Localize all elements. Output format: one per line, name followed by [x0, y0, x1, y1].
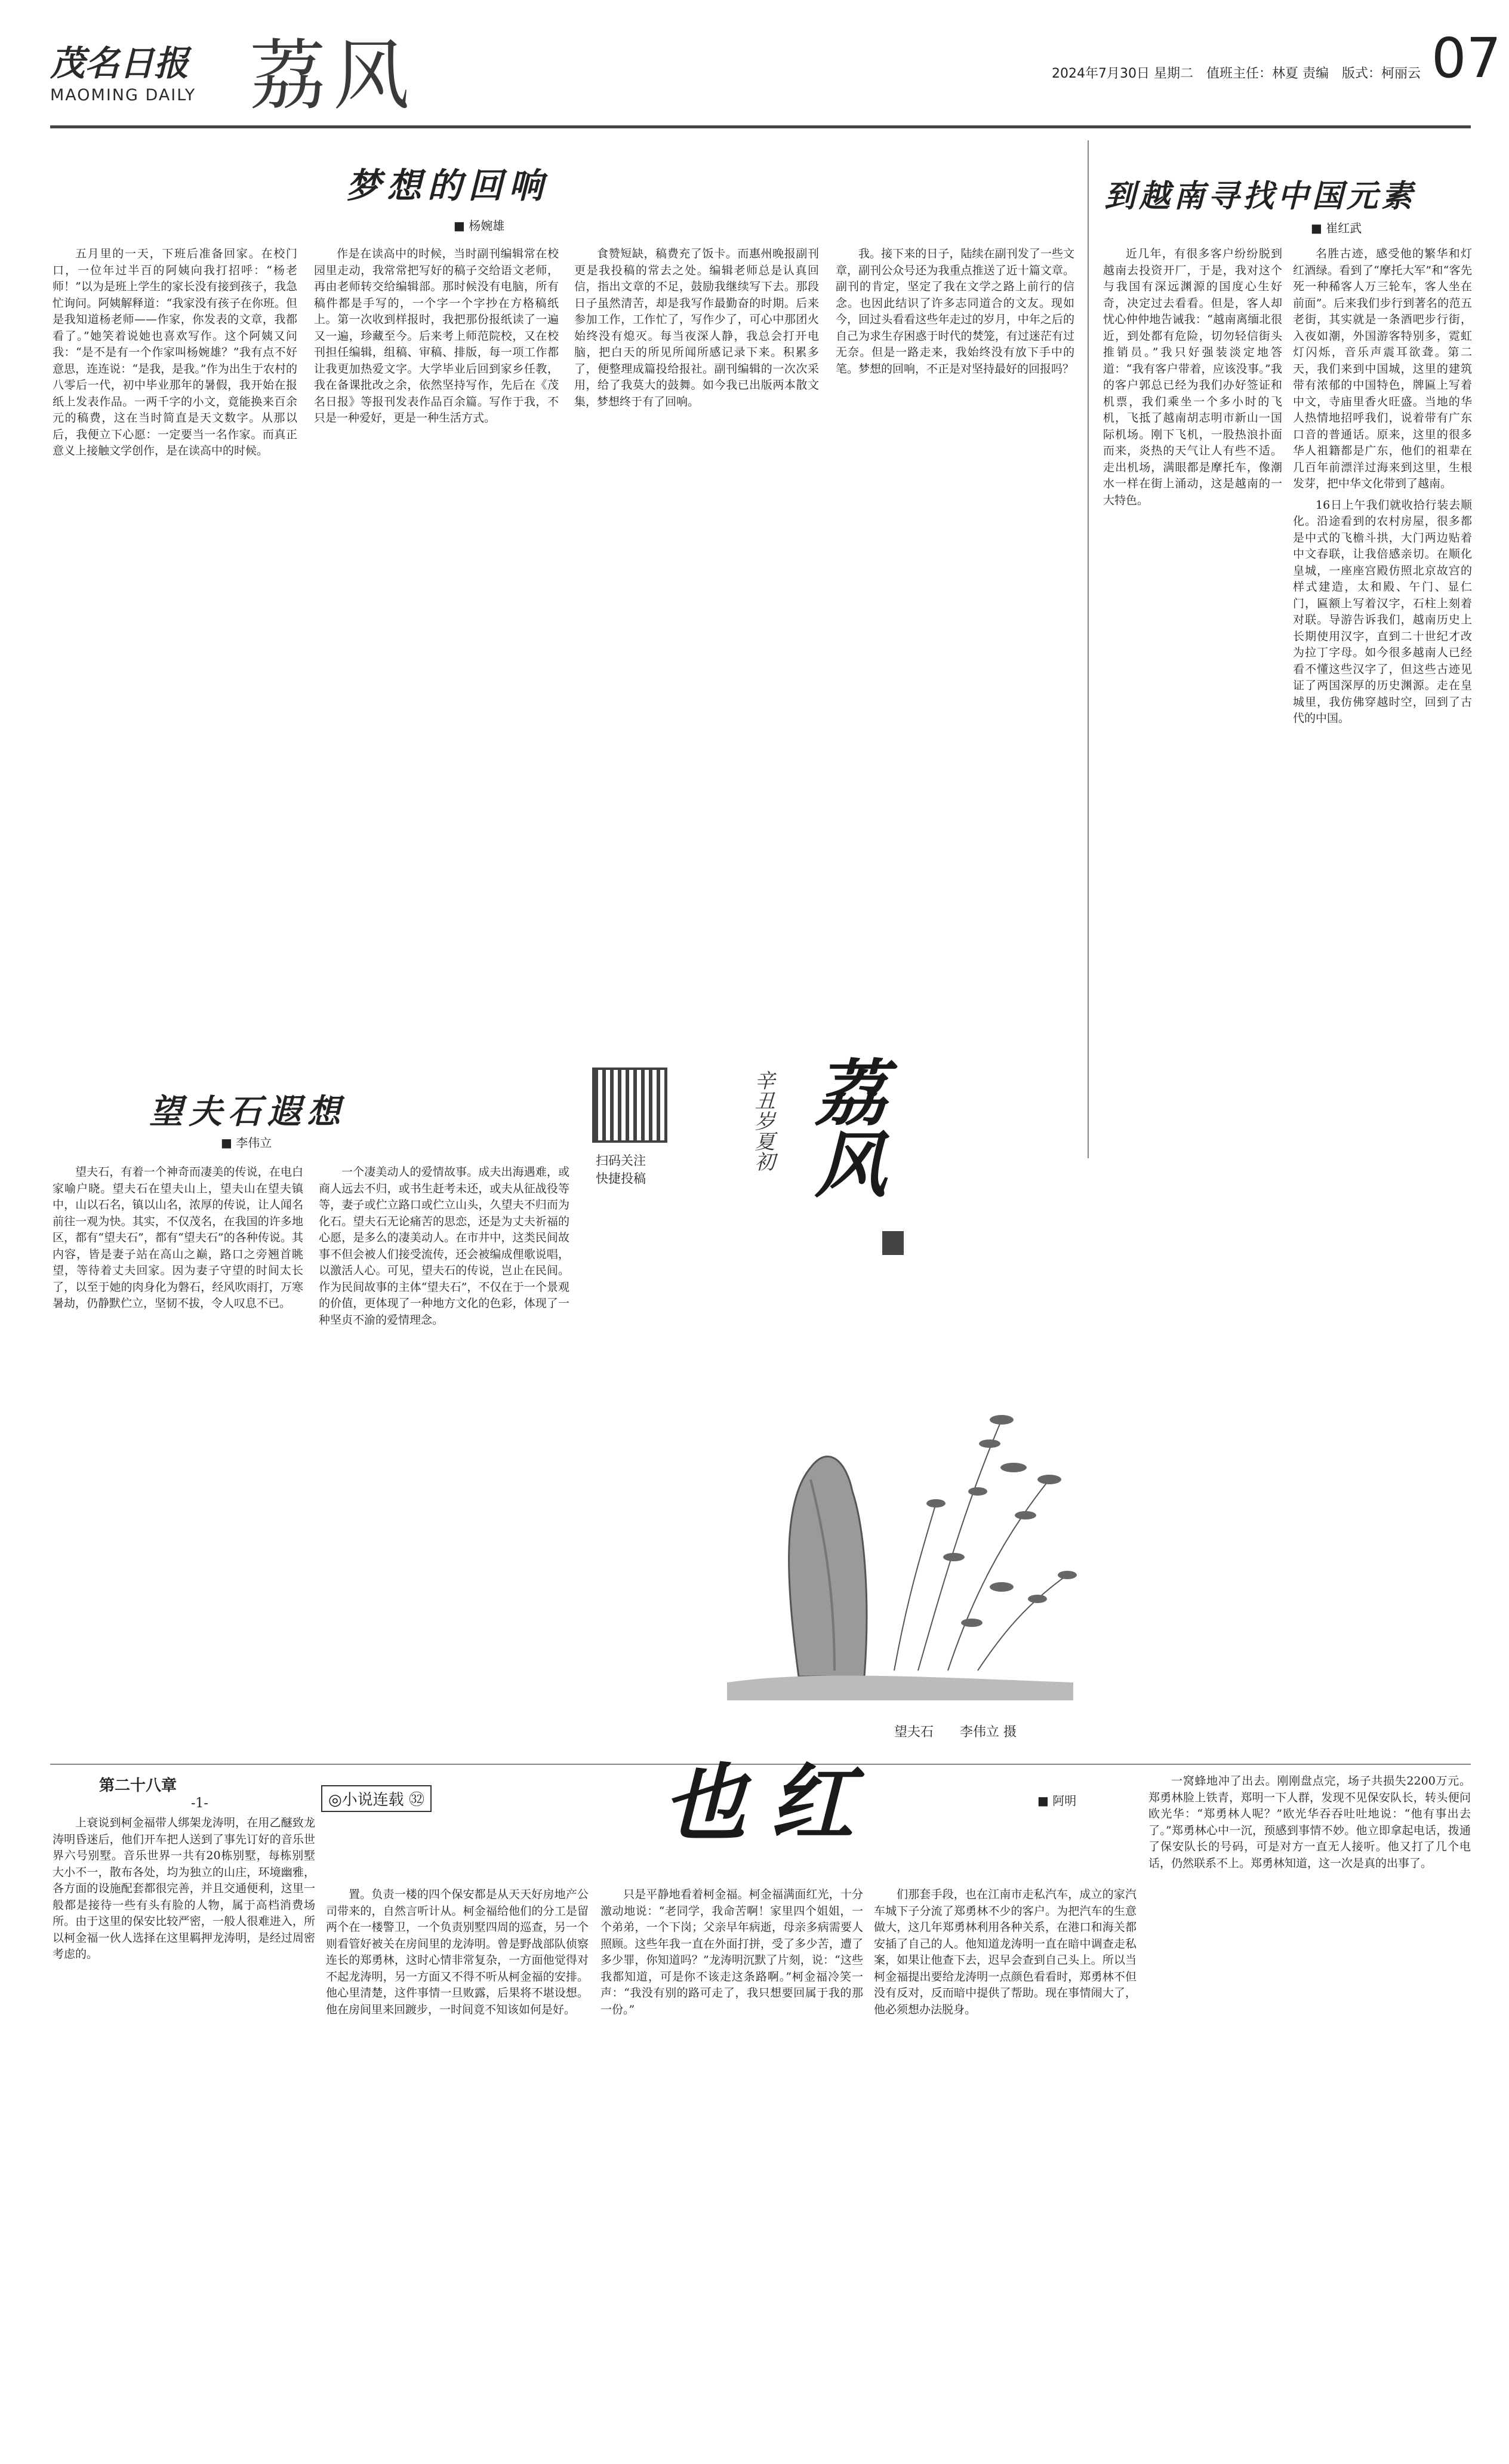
article2-col1: 近几年，有很多客户纷纷脱到越南去投资开厂，于是，我对这个与我国有深远渊源的国度心生好奇，决定过去看看。但是，客人却忧心仲仲地告诫我：“越南离缅北很近，到处都有危险，切勿轻信街头推销员。”我只好强装淡定地答道：“我有客户带着，应该没事。”我的客户郭总已经为我们办好签证和机票，我们乘坐一个多小时的飞机，飞抵了越南胡志明市新山一国际机场。刚下飞机，一股热浪扑面而来，炎热的天气让人有些不适。走出机场，满眼都是摩托车，像潮水一样在街上涌动，这是越南的一大特色。	[1103, 247, 1282, 507]
article1-col4: 我。接下来的日子，陆续在副刊发了一些文章，副刊公众号还为我重点推送了近十篇文章。副刊的肯定，坚定了我在文学之路上前行的信念。也因此结识了许多志同道合的文友。现如今，回过头看看这些年走过的岁月，中年之后的自己为求生存困惑于时代的焚笼，有过迷茫有过无奈。但是一路走来，我始终没有放下手中的笔。梦想的回响，不正是对坚持最好的回报吗？	[836, 247, 1074, 376]
column-divider-right	[1088, 140, 1089, 1158]
article3-author: ■ 李伟立	[221, 1136, 272, 1150]
qr-label-2: 快捷投稿	[596, 1171, 646, 1186]
serial-author: ■ 阿明	[1037, 1794, 1077, 1808]
masthead-logo-block	[50, 43, 211, 115]
serial-col3: 只是平静地看着柯金福。柯金福满面红光，十分激动地说：“老同学，我命苦啊！家里四个姐姐，一个弟弟，一个下岗；父亲早年病逝，母亲多病需要人照顾。这些年我一直在外面打拼，受了多少苦，遭了多少罪，你知道吗？”龙涛明沉默了片刻，说：“这些我都知道，可是你不该走这条路啊。”柯金福冷笑一声：“我没有别的路可走了，我只想要回属于我的那一份。”	[600, 1888, 863, 2016]
calligraphy-side: 辛丑岁夏初	[751, 1070, 775, 1171]
paper-name: 茂名日报	[50, 43, 189, 84]
article3-col2: 一个凄美动人的爱情故事。成夫出海遇难，或商人远去不归，或书生赶考未还，或夫从征战役等等，妻子或伫立路口或伫立山头，久望夫不归而为化石。望夫石无论痛苦的思恋，还是为丈夫祈福的心愿，是多么的凄美动人。在市井中，这类民间故事不但会被人们接受流传，还会被编成俚歌说唱，以激活人心。可见，望夫石的传说，岂止在民间。作为民间故事的主体“望夫石”，不仅在于一个景观的价值，更体现了一种地方文化的色彩，体现了一种坚贞不渝的爱情理念。	[319, 1165, 569, 1327]
serial-label-text: ◎小说连载	[328, 1791, 404, 1809]
article2-col3-continued: 16日上午我们就收拾行装去顺化。沿途看到的农村房屋，很多都是中式的飞檐斗拱，大门两边贴着中文春联，让我倍感亲切。在顺化皇城，一座座宫殿仿照北京故宫的样式建造，太和殿、午门、显仁门，匾额上写着汉字，石柱上刻着对联。导游告诉我们，越南历史上长期使用汉字，直到二十世纪才改为拉丁字母。如今很多越南人已经看不懂这些汉字了，但这些古迹见证了两国深厚的历史渊源。走在皇城里，我仿佛穿越时空，回到了古代的中国。	[1293, 498, 1472, 725]
serial-number: ㉜	[408, 1791, 424, 1809]
photo-block	[584, 1050, 1079, 1753]
article2-title: 到越南寻找中国元素	[1104, 179, 1416, 214]
serial-label	[321, 1785, 432, 1812]
section-title: 荔风	[250, 32, 417, 121]
plant-leaves	[926, 1415, 1077, 1627]
masthead-divider	[50, 125, 1471, 128]
page-number: 07	[1431, 26, 1502, 90]
ground	[727, 1675, 1073, 1700]
serial-title: 也红	[663, 1755, 878, 1853]
serial-col2: 置。负责一楼的四个保安都是从天天好房地产公司带来的，自然言听计从。柯金福给他们的分工是留两个在一楼警卫，一个负责别墅四周的巡查，另一个则看管好被关在房间里的龙涛明。曾是野战部队侦察连长的郑勇林，这时心情非常复杂，一方面他觉得对不起龙涛明，另一方面又不得不听从柯金福的安排。他心里清楚，这件事情一旦败露，后果将不堪设想。他在房间里来回踱步，一时间竟不知该如何是好。	[326, 1888, 589, 2016]
serial-col4: 们那套手段，也在江南市走私汽车，成立的家汽车城下子分流了郑勇林不少的客户。为把汽车的生意做大，这几年郑勇林利用各种关系，在港口和海关都安插了自己的人。他知道龙涛明一直在暗中调查走私案，如果让他查下去，迟早会查到自己头上。所以当柯金福提出要给龙涛明一点颜色看看时，郑勇林不但没有反对，反而暗中提供了帮助。现在事情闹大了，他必须想办法脱身。	[874, 1888, 1137, 2016]
photo-illustration	[584, 1050, 1079, 1753]
serial-chapter: 第二十八章	[99, 1777, 177, 1795]
article1-title: 梦想的回响	[346, 165, 550, 206]
qr-label-1: 扫码关注	[596, 1153, 646, 1168]
plant-stems	[894, 1420, 1067, 1671]
article2-col2: 名胜古迹，感受他的繁华和灯红酒绿。看到了“摩托大军”和“客先死一种稀客人万三轮车，客人坐在前面”。后来我们步行到著名的范五老街，其实就是一条酒吧步行街，入夜如潮，外国游客特别多，霓虹灯闪烁，音乐声震耳欲聋。第二天，我们来到中国城，这里的建筑带有浓郁的中国特色，牌匾上写着中文，寺庙里香火旺盛。当地的华人热情地招呼我们，说着带有广东口音的普通话。原来，这里的很多华人祖籍都是广东，他们的祖辈在几百年前漂洋过海来到这里，生根发芽，把中华文化带到了越南。 16日上午我们就收拾行装去顺化。沿途看到的农村房屋，很多都是中式的飞檐斗拱，大门两边贴着中文春联，让我倍感亲切。在顺化皇城，一座座宫殿仿照北京故宫的样式建造，太和殿、午门、显仁门，匾额上写着汉字，石柱上刻着对联。导游告诉我们，越南历史上长期使用汉字，直到二十世纪才改为拉丁字母。如今很多越南人已经看不懂这些汉字了，但这些古迹见证了两国深厚的历史渊源。走在皇城里，我仿佛穿越时空，回到了古代的中国。	[1293, 246, 1472, 1153]
photo-caption: 望夫石 李伟立 摄	[894, 1725, 1017, 1740]
article1-col1: 五月里的一天，下班后准备回家。在校门口，一位年过半百的阿姨向我打招呼：“杨老师！”以为是班上学生的家长没有接到孩子，我急忙询问。阿姨解释道：“我家没有孩子在你班。但是我知道杨老师——作家，你发表的文章，我都看了。”她笑着说她也喜欢写作。这个阿姨又问我：“是不是有一个作家叫杨婉雄？”我有点不好意思，连连说：“是我，是我。”作为出生于农村的八零后一代，初中毕业那年的暑假，我开始在报纸上发表作品。一两千字的小文，竟能换来百余元的稿费，这在当时简直是天文数字。从那以后，我便立下心愿：一定要当一名作家。而真正意义上接触文学创作，是在读高中的时候。	[53, 247, 297, 457]
calligraphy-main: 荔风	[803, 1056, 887, 1199]
article1-author: ■ 杨婉雄	[454, 219, 505, 233]
date-line: 2024年7月30日 星期二 值班主任：林夏 责编 版式：柯丽云	[1052, 66, 1421, 81]
article3-col1: 望夫石，有着一个神奇而凄美的传说，在电白家喻户晓。望夫石在望夫山上，望夫山在望夫镇中，山以石名，镇以山名，浓厚的传说，让人闻名前往一观为快。其实，不仅茂名，在我国的许多地区，都有“望夫石”，都有“望夫石”的各种传说。其内容，皆是妻子站在高山之巅，路口之旁翘首眺望，等待着丈夫回家。因为妻子守望的时间太长了，以至于她的肉身化为磐石，经风吹雨打，万寒暑劫，仍静默伫立，坚韧不拔，令人叹息不已。	[53, 1165, 303, 1310]
paper-name-en: MAOMING DAILY	[50, 86, 196, 104]
article3-title: 望夫石遐想	[149, 1093, 346, 1131]
serial-subchapter: -1-	[191, 1796, 208, 1811]
article1-col3: 食赞短缺，稿费充了饭卡。而惠州晚报副刊更是我投稿的常去之处。编辑老师总是认真回信，指出文章的不足，鼓励我继续写下去。那段日子虽然清苦，却是我写作最勤奋的时期。后来参加工作，工作忙了，写作少了，可心中那团火始终没有熄灭。每当夜深人静，我总会打开电脑，把白天的所见所闻所感记录下来。积累多了，便整理成篇投给报社。副刊编辑的一次次采用，给了我莫大的鼓舞。如今我已出版两本散文集，梦想终于有了回响。	[574, 247, 819, 408]
article2-author: ■ 崔红武	[1311, 221, 1362, 235]
serial-col1: 上衰说到柯金福带人绑架龙涛明，在用乙醚致龙涛明昏迷后，他们开车把人送到了事先订好的音乐世界六号别墅。音乐世界一共有20栋别墅，每栋别墅大小不一，散布各处，均为独立的山庄，环境幽雅，各方面的设施配套都很完善，并且交通便利，这里一般都是接待一些有头有脸的人物，属于高档消费场所。由于这里的保安比较严密，一般人很难进入，所以柯金福一伙人选择在这里羁押龙涛明，是经过周密考虑的。	[53, 1816, 315, 1961]
article1-col2: 作是在读高中的时候，当时副刊编辑常在校园里走动，我常常把写好的稿子交给语文老师，再由老师转交给编辑部。那时候没有电脑，所有稿件都是手写的，一个字一个字抄在方格稿纸上。第一次收到样报时，我把那份报纸读了一遍又一遍，珍藏至今。后来考上师范院校，又在校刊担任编辑，组稿、审稿、排版，每一项工作都让我更加热爱文字。大学毕业后回到家乡任教，我在备课批改之余，依然坚持写作，先后在《茂名日报》等报刊发表作品百余篇。写作于我，不只是一种爱好，更是一种生活方式。	[314, 247, 559, 424]
serial-col5: 一窝蜂地冲了出去。刚刚盘点完，场子共损失2200万元。郑勇林脸上铁青，郑明一下人群，发现不见保安队长，转头便问欧光华：“郑勇林人呢？”欧光华吞吞吐吐地说：“他有事出去了。”郑勇林心中一沉，预感到事情不妙。他立即拿起电话，拨通了保安队长的号码，可是对方一直无人接听。他又打了几个电话，仍然联系不上。郑勇林知道，这一次是真的出事了。	[1148, 1774, 1471, 1870]
